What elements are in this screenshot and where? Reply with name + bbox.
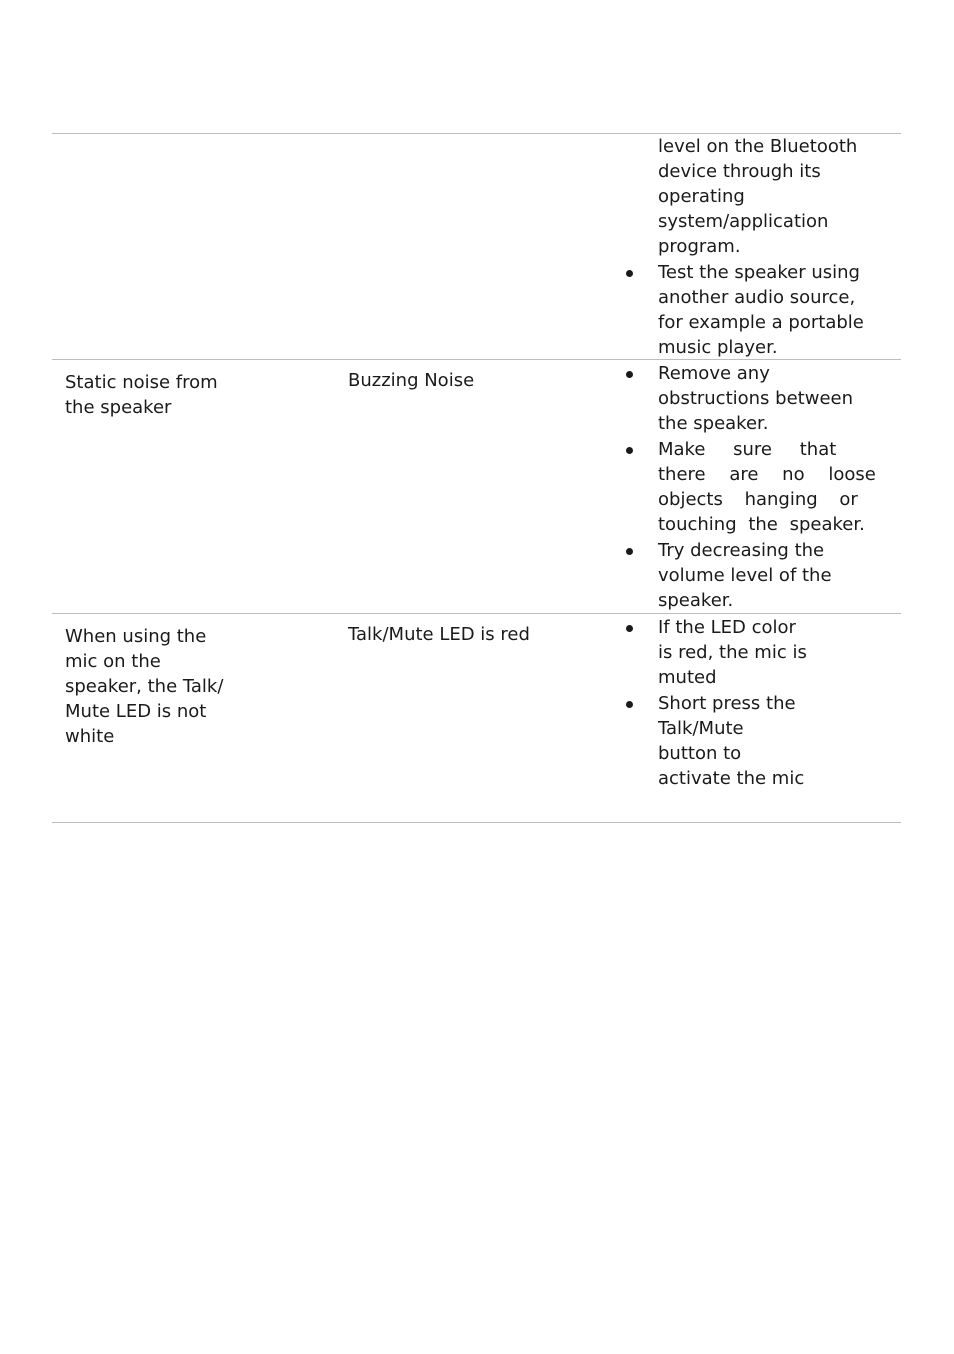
solution-line: Short press the (658, 693, 796, 714)
table-row (52, 613, 901, 823)
solution-cell (620, 360, 910, 614)
symptom-cell (348, 614, 608, 647)
solution-line: button to (658, 743, 742, 764)
solution-line: there are no loose (658, 464, 876, 485)
bullet-icon (626, 625, 633, 632)
solution-item (620, 538, 910, 613)
solution-line: the speaker. (658, 413, 769, 434)
cause-line: Static noise from (65, 372, 218, 393)
solution-line: system/application (658, 211, 829, 232)
solution-line: Remove any (658, 363, 770, 384)
solution-line: another audio source, (658, 287, 856, 308)
cause-cell (65, 360, 265, 420)
cause-line: white (65, 726, 115, 747)
solution-line: level on the Bluetooth (658, 136, 858, 157)
solution-line: touching the speaker. (658, 514, 865, 535)
cause-line: speaker, the Talk/ (65, 676, 224, 697)
solution-line: activate the mic (658, 768, 805, 789)
symptom-cell (348, 360, 608, 393)
solution-line: obstructions between (658, 388, 853, 409)
solution-line: for example a portable (658, 312, 864, 333)
symptom-text: Buzzing Noise (348, 370, 475, 391)
cause-line: Mute LED is not (65, 701, 207, 722)
solution-item (620, 134, 910, 259)
solution-line: muted (658, 667, 717, 688)
solution-line: Test the speaker using (658, 262, 860, 283)
cause-line: When using the (65, 626, 207, 647)
solution-cell (620, 614, 910, 792)
solution-line: device through its (658, 161, 821, 182)
symptom-cell (348, 134, 608, 142)
solution-line: Talk/Mute (658, 718, 744, 739)
bullet-icon (626, 447, 633, 454)
solution-line: volume level of the (658, 565, 832, 586)
symptom-text: Talk/Mute LED is red (348, 624, 530, 645)
solution-line: If the LED color (658, 617, 796, 638)
solution-line: Make sure that (658, 439, 837, 460)
bullet-icon (626, 371, 633, 378)
bullet-icon (626, 270, 633, 277)
solution-item (620, 437, 910, 537)
solution-item (620, 691, 910, 791)
solution-cell (620, 134, 910, 361)
solution-line: Try decreasing the (658, 540, 825, 561)
solution-item (620, 260, 910, 360)
table-row (52, 133, 901, 359)
solution-line: speaker. (658, 590, 734, 611)
solution-item (620, 361, 910, 436)
solution-item (620, 615, 910, 690)
troubleshooting-table (52, 133, 901, 823)
cause-cell (65, 614, 265, 749)
bullet-icon (626, 548, 633, 555)
solution-line: operating (658, 186, 745, 207)
bullet-icon (626, 701, 633, 708)
solution-line: is red, the mic is (658, 642, 807, 663)
solution-line: objects hanging or (658, 489, 858, 510)
cause-line: the speaker (65, 397, 172, 418)
cause-cell (65, 134, 265, 144)
table-row (52, 359, 901, 613)
cause-line: mic on the (65, 651, 161, 672)
solution-line: music player. (658, 337, 778, 358)
solution-line: program. (658, 236, 741, 257)
